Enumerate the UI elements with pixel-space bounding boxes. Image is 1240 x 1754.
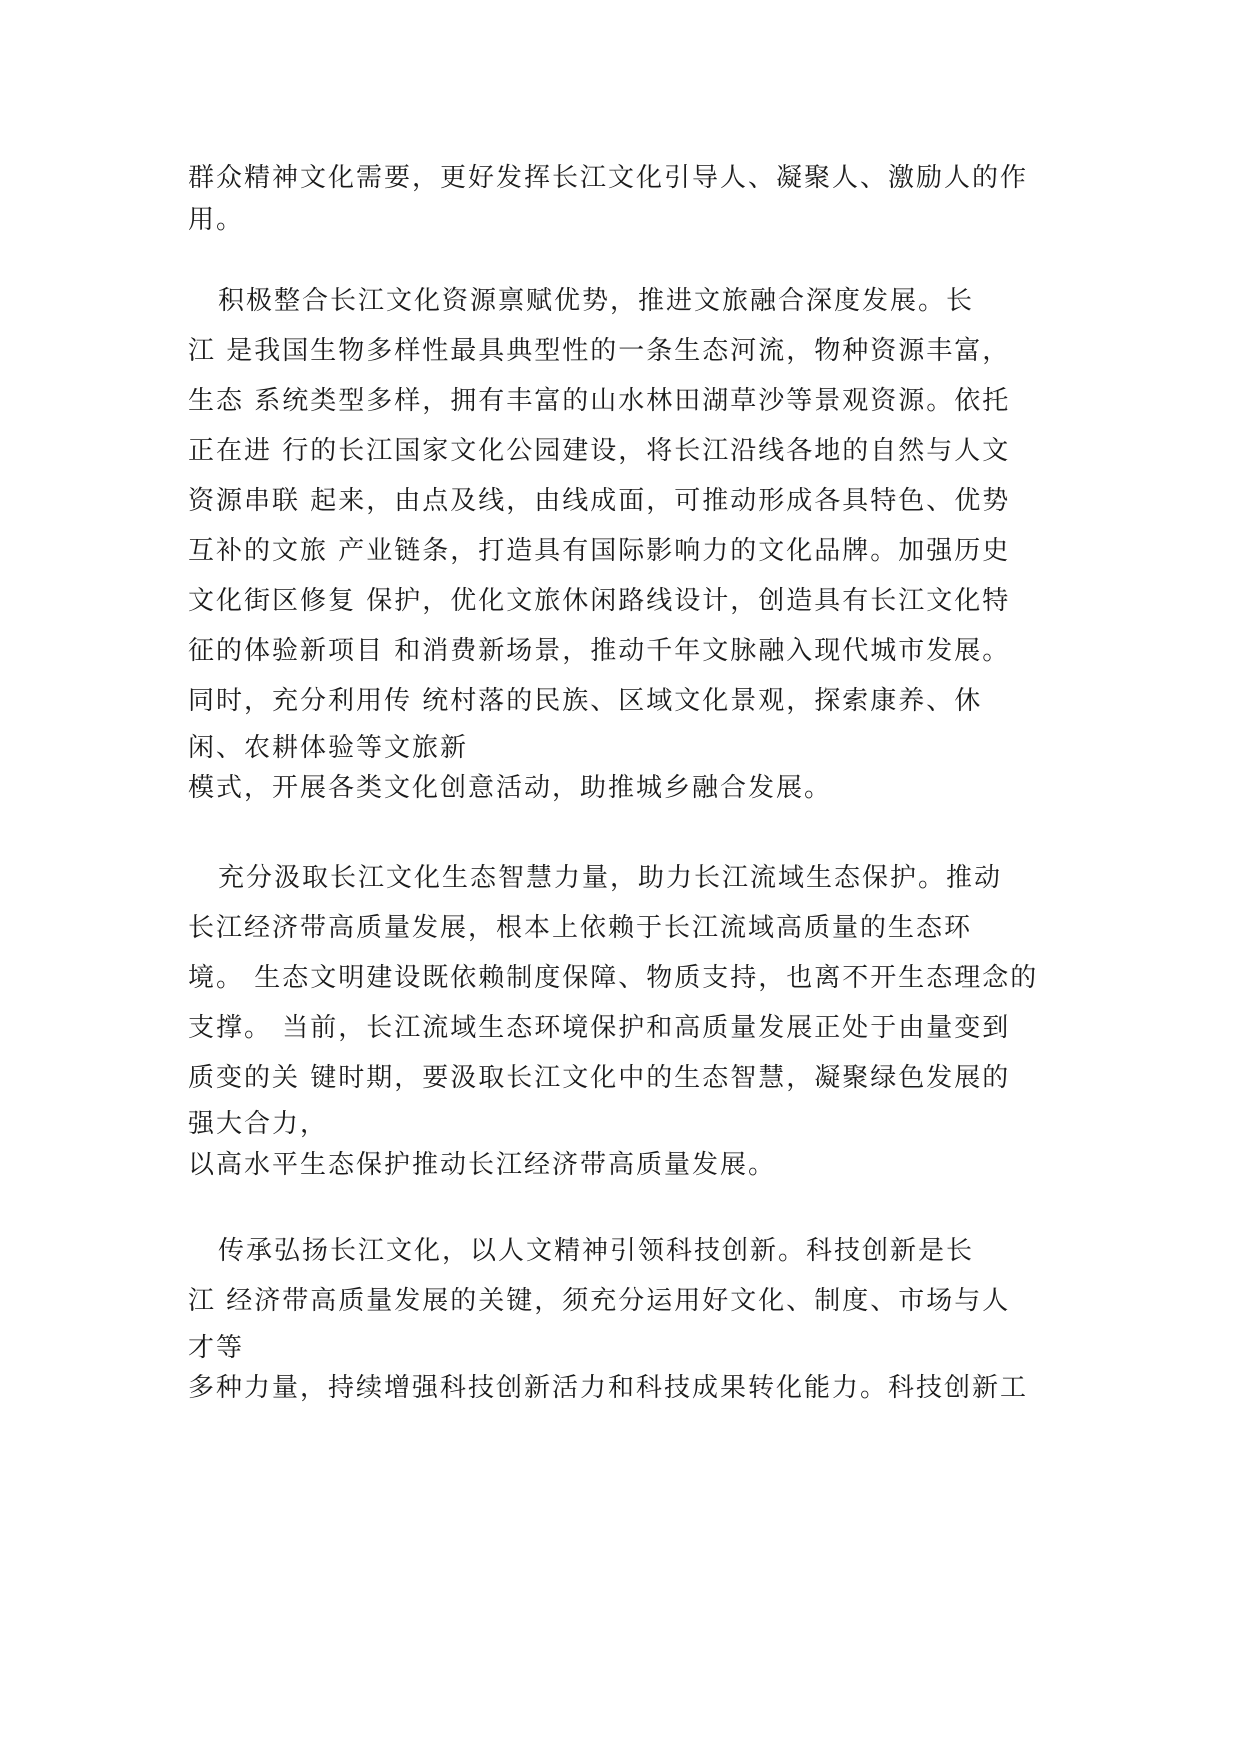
text-line: 江 经济带高质量发展的关键，须充分运用好文化、制度、市场与人: [188, 1286, 1011, 1316]
text-line: 用。: [188, 205, 245, 235]
text-line: 资源串联 起来，由点及线，由线成面，可推动形成各具特色、优势: [188, 486, 1011, 516]
text-line: 同时，充分利用传 统村落的民族、区域文化景观，探索康养、休: [188, 686, 983, 716]
paragraph-first-line: 充分汲取长江文化生态智慧力量，助力长江流域生态保护。推动: [218, 863, 1003, 893]
text-line: 境。 生态文明建设既依赖制度保障、物质支持，也离不开生态理念的: [188, 963, 1039, 993]
text-line: 互补的文旅 产业链条，打造具有国际影响力的文化品牌。加强历史: [188, 536, 1011, 566]
text-line: 才等: [188, 1333, 245, 1363]
text-line: 正在进 行的长江国家文化公园建设，将长江沿线各地的自然与人文: [188, 436, 1011, 466]
text-line: 质变的关 键时期，要汲取长江文化中的生态智慧，凝聚绿色发展的: [188, 1063, 1011, 1093]
text-line: 江 是我国生物多样性最具典型性的一条生态河流，物种资源丰富，: [188, 336, 1011, 366]
text-line: 长江经济带高质量发展，根本上依赖于长江流域高质量的生态环: [188, 913, 973, 943]
text-line: 多种力量，持续增强科技创新活力和科技成果转化能力。科技创新工: [188, 1373, 1029, 1403]
text-line: 群众精神文化需要，更好发挥长江文化引导人、凝聚人、激励人的作: [188, 163, 1029, 193]
paragraph-first-line: 积极整合长江文化资源禀赋优势，推进文旅融合深度发展。长: [218, 286, 975, 316]
text-line: 强大合力，: [188, 1109, 329, 1139]
paragraph-first-line: 传承弘扬长江文化，以人文精神引领科技创新。科技创新是长: [218, 1236, 975, 1266]
text-line: 征的体验新项目 和消费新场景，推动千年文脉融入现代城市发展。: [188, 636, 1011, 666]
text-line: 闲、农耕体验等文旅新: [188, 733, 469, 763]
text-line: 支撑。 当前，长江流域生态环境保护和高质量发展正处于由量变到: [188, 1013, 1011, 1043]
text-line: 生态 系统类型多样，拥有丰富的山水林田湖草沙等景观资源。依托: [188, 386, 1011, 416]
text-line: 以高水平生态保护推动长江经济带高质量发展。: [188, 1150, 777, 1180]
text-line: 文化街区修复 保护，优化文旅休闲路线设计，创造具有长江文化特: [188, 586, 1011, 616]
text-line: 模式，开展各类文化创意活动，助推城乡融合发展。: [188, 773, 833, 803]
